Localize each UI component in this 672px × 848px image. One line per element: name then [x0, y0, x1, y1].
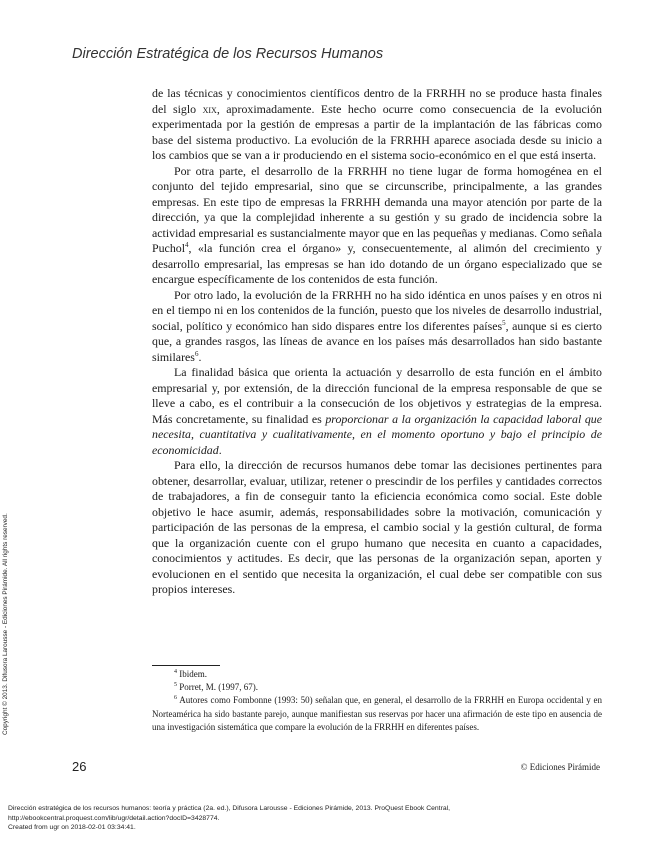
source-info	[8, 804, 658, 833]
source-url[interactable]: http://ebookcentral.proquest.com/lib/ugr/detail.action?docID=3428774.	[8, 814, 220, 822]
copyright-sidebar: Copyright © 2013. Difusora Larousse - Ediciones Pirámide. All rights reserved.	[2, 513, 9, 735]
century-numeral: xix	[202, 101, 217, 116]
paragraph: de las técnicas y conocimientos científicos dentro de la FRRHH no se produce hasta finales del siglo xix, aproximadamente. Este hecho ocurre como consecuencia de la evolución experimentada por la gestión de empresas a partir de la implantación de las fábricas como base del sistema productivo. La evolución de la FRRHH aparece asociada desde su inicio a los cambios que se van a ir produciendo en el sistema socio-económico en el que está inserta.	[152, 86, 602, 162]
footnote-divider	[152, 665, 220, 666]
paragraph: Por otra parte, el desarrollo de la FRRHH no tiene lugar de forma homogénea en el conjunto del tejido empresarial, sino que se circunscribe, principalmente, a las grandes empresas. En este tipo de empresas la FRRHH demanda una mayor atención por parte de la dirección, ya que la complejidad inherente a su gestión y su grado de incidencia sobre la actividad empresarial es sustancialmente mayor que en las pequeñas y medianas. Como señala Puchol$^4$, «la función crea el órgano» y, consecuentemente, al alimón del crecimiento y desarrollo empresarial, las empresas se han ido dotando de un órgano especializado que se encargue específicamente de los contenidos de esta función.	[152, 163, 602, 286]
footnotes	[152, 668, 602, 734]
paragraph: Por otro lado, la evolución de la FRRHH no ha sido idéntica en unos países y en otros ni en el tiempo ni en los contenidos de la función, puesto que los niveles de desarrollo industrial, social, político y económico han sido dispares entre los diferentes países$^5$, aunque si es cierto que, a grandes rasgos, las líneas de avance en los países más desarrollados han sido bastante similares$^6$.	[152, 287, 602, 364]
footnote: $^6$ Autores como Fombonne (1993: 50) señalan que, en general, el desarrollo de la FRRHH en Europa occidental y en Norteamérica ha sido bastante parejo, aunque manifiestan sus reservas por hacer una afirmación de este tipo en ausencia de una investigación sistemática que compare la evolución de la FRRHH en diferentes países.	[152, 695, 602, 732]
footnote: $^5$ Porret, M. (1997, 67).	[174, 682, 258, 693]
body-text	[152, 86, 602, 598]
footnote-ref: 5	[502, 318, 506, 327]
paragraph: Para ello, la dirección de recursos humanos debe tomar las decisiones pertinentes para obtener, desarrollar, evaluar, utilizar, retener o prescindir de los perfiles y cantidades correctos de trabajadores, a fin de conseguir tanto la eficiencia económica como social. Este doble objetivo le hace asumir, además, responsabilidades sobre la motivación, comunicación y participación de las personas de la empresa, el cambio social y la gestión cultural, de forma que la organización cuente con el grupo humano que necesita en cuanto a capacidades, conocimientos y actitudes. Es decir, que las personas de la organización sepan, aporten y evolucionen en el sentido que necesita la organización, el cual debe ser compatible con sus propios intereses.	[152, 458, 602, 596]
footnote-ref: 4	[185, 241, 189, 250]
paragraph: La finalidad básica que orienta la actuación y desarrollo de esta función en el ámbito empresarial y, por extensión, de la dirección funcional de la empresa responsable de que se lleve a cabo, es el contribuir a la consecución de los objetivos y estrategias de la empresa. Más concretamente, su finalidad es proporcionar a la organización la capacidad laboral que necesita, cuantitativa y cualitativamente, en el momento oportuno y bajo el principio de economicidad.	[152, 365, 603, 457]
publisher-credit: © Ediciones Pirámide	[520, 762, 600, 772]
footnote-ref: 6	[194, 349, 199, 358]
source-line: Dirección estratégica de los recursos humanos: teoría y práctica (2a. ed.), Difusora Larousse - Ediciones Pirámide, 2013. ProQuest Ebook Central,	[8, 805, 451, 812]
page-number: 26	[72, 759, 87, 774]
emphasis-text: proporcionar a la organización la capacidad laboral que necesita, cuantitativa y cualitativamente, en el momento oportuno y bajo el principio de economicidad	[152, 411, 603, 457]
source-line: Created from ugr on 2018-02-01 03:34:41.	[8, 824, 136, 832]
running-header: Dirección Estratégica de los Recursos Humanos	[72, 46, 384, 62]
footnote: $^4$ Ibidem.	[174, 669, 207, 679]
